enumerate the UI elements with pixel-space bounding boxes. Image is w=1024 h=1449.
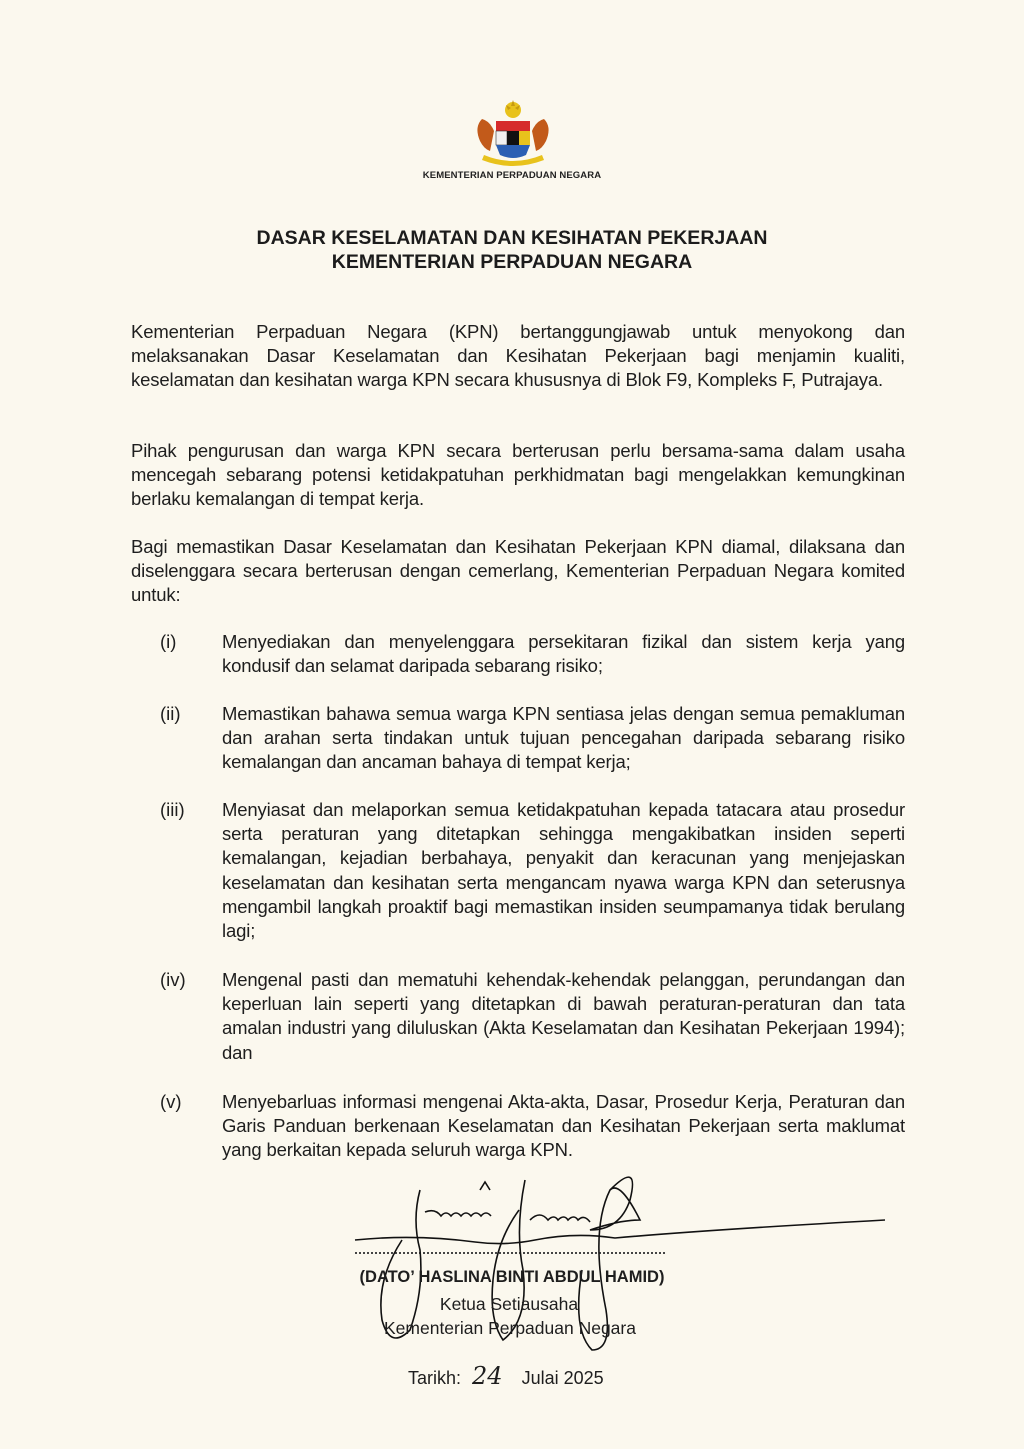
item-number: (i)	[160, 631, 177, 652]
malaysia-coat-of-arms-icon	[470, 97, 556, 169]
item-text: Memastikan bahawa semua warga KPN sentiasa jelas dengan semua pemakluman dan arahan serta tindakan untuk tujuan pencegahan daripada sebarang risiko kemalangan dan ancaman bahaya di tempat kerja;	[222, 703, 905, 773]
signature-line	[355, 1252, 665, 1254]
ministry-label: KEMENTERIAN PERPADUAN NEGARA	[422, 170, 602, 181]
item-number: (iii)	[160, 799, 185, 820]
paragraph-commitment-lead: Bagi memastikan Dasar Keselamatan dan Kesihatan Pekerjaan KPN diamal, dilaksana dan diselenggara secara berterusan dengan cemerlang, Kementerian Perpaduan Negara komited untuk:	[131, 536, 905, 606]
paragraph-management: Pihak pengurusan dan warga KPN secara berterusan perlu bersama-sama dalam usaha mencegah sebarang potensi ketidakpatuhan perkhidmatan bagi mengelakkan kemungkinan berlaku kemalangan di tempat kerja.	[131, 440, 905, 510]
date-label: Tarikh:	[408, 1368, 462, 1388]
paragraph-intro: Kementerian Perpaduan Negara (KPN) bertanggungjawab untuk menyokong dan melaksanakan Dasar Keselamatan dan Kesihatan Pekerjaan bagi menjamin kualiti, keselamatan dan kesihatan warga KPN secara khususnya di Blok F9, Kompleks F, Putrajaya.	[131, 321, 905, 391]
title-line-1: DASAR KESELAMATAN DAN KESIHATAN PEKERJAAN	[256, 227, 768, 249]
signatory-name: (DATO’ HASLINA BINTI ABDUL HAMID)	[359, 1268, 665, 1286]
title-line-2: KEMENTERIAN PERPADUAN NEGARA	[331, 251, 693, 273]
item-text: Mengenal pasti dan mematuhi kehendak-kehendak pelanggan, perundangan dan keperluan lain seperti yang ditetapkan di bawah peraturan-peraturan dan tata amalan industri yang diluluskan (Akta Keselamatan dan Kesihatan Pekerjaan 1994); dan	[222, 969, 905, 1063]
date-line	[408, 1362, 604, 1390]
page-title	[0, 226, 1024, 274]
item-text: Menyebarluas informasi mengenai Akta-akta, Dasar, Prosedur Kerja, Peraturan dan Garis Panduan berkenaan Keselamatan dan Kesihatan Pekerjaan serta maklumat yang berkaitan kepada seluruh warga KPN.	[222, 1091, 905, 1161]
item-number: (iv)	[160, 969, 186, 990]
date-month-year: Julai 2025	[521, 1368, 604, 1388]
item-number: (ii)	[160, 703, 181, 724]
item-text: Menyiasat dan melaporkan semua ketidakpatuhan kepada tatacara atau prosedur serta peraturan yang ditetapkan sehingga mengakibatkan insiden seperti kemalangan, kejadian berbahaya, penyakit dan keracunan yang menjejaskan keselamatan dan kesihatan serta mengancam nyawa warga KPN dan seterusnya mengambil langkah proaktif bagi memastikan insiden seumpamanya tidak berulang lagi;	[222, 799, 905, 942]
signatory-position: Ketua Setiausaha	[439, 1294, 579, 1314]
signatory-organization: Kementerian Perpaduan Negara	[384, 1318, 636, 1338]
item-text: Menyediakan dan menyelenggara persekitaran fizikal dan sistem kerja yang kondusif dan selamat daripada sebarang risiko;	[222, 631, 905, 677]
item-number: (v)	[160, 1091, 182, 1112]
date-day-handwritten: 24	[472, 1362, 503, 1390]
